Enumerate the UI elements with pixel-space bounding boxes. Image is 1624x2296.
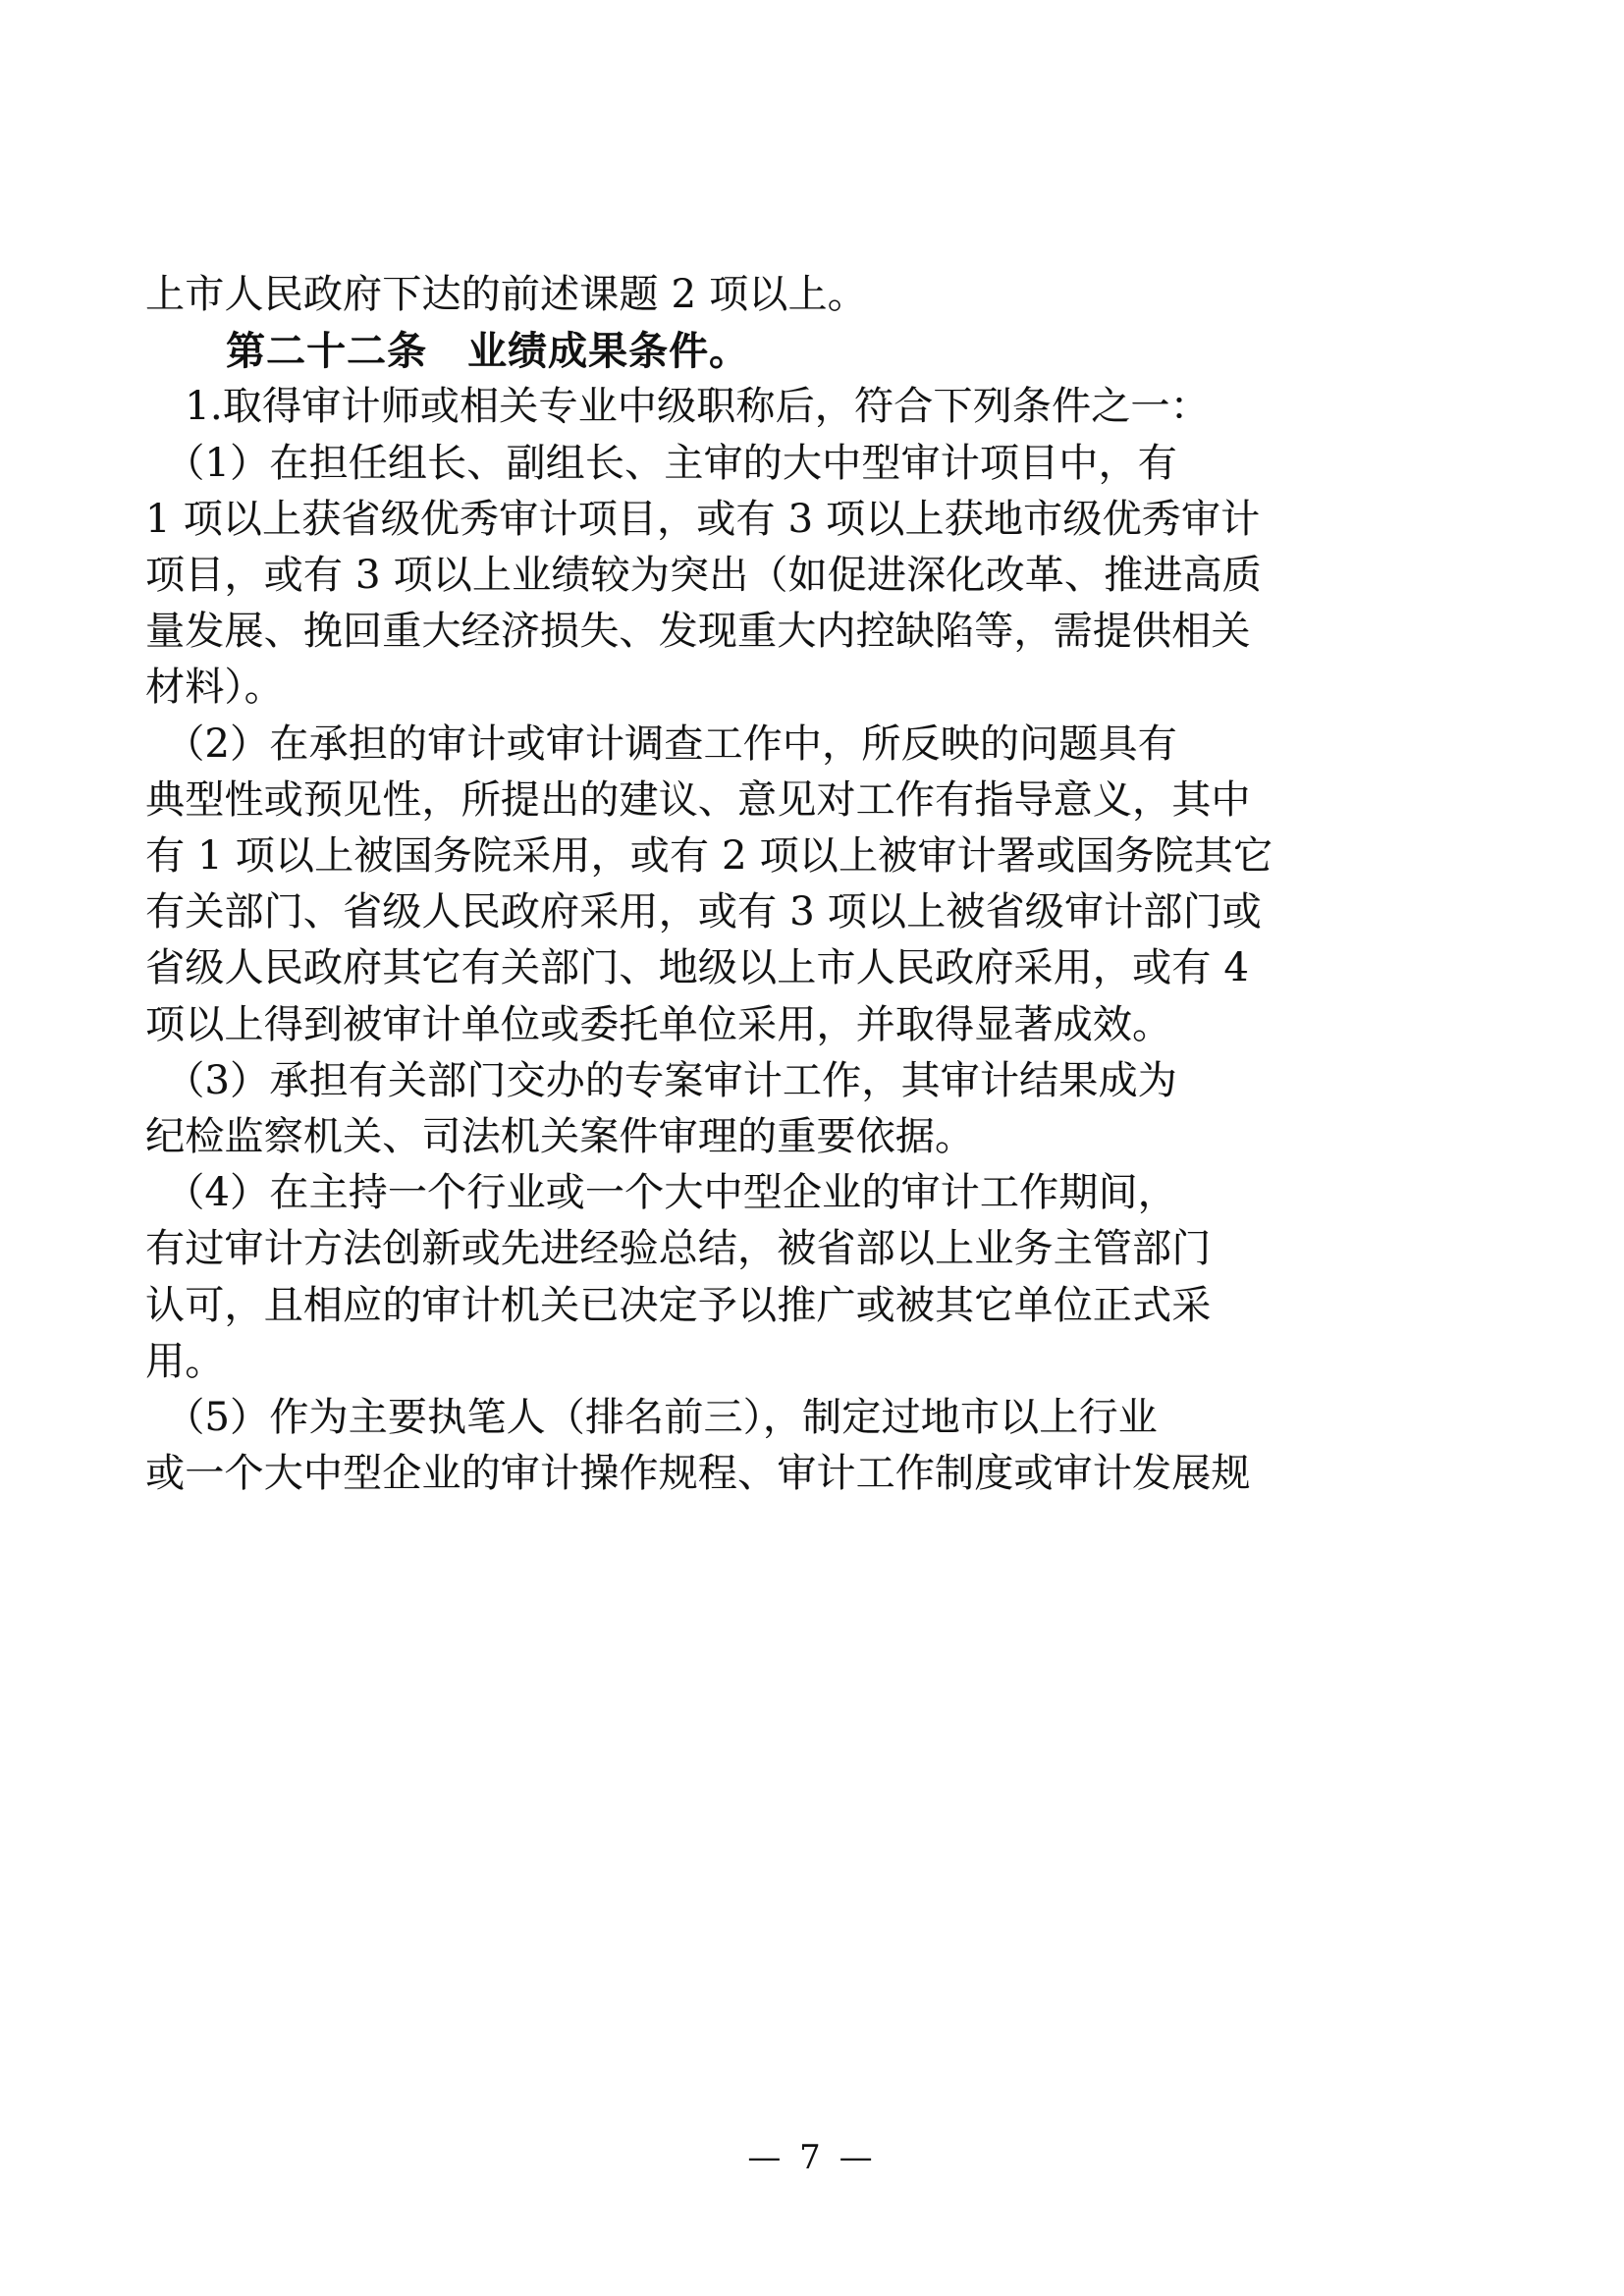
body-line: 或一个大中型企业的审计操作规程、审计工作制度或审计发展规 <box>145 1451 1251 1497</box>
body-line: （1）在担任组长、副组长、主审的大中型审计项目中，有 <box>145 440 1177 486</box>
body-line: 有 1 项以上被国务院采用，或有 2 项以上被审计署或国务院其它 <box>145 833 1273 880</box>
body-line: 量发展、挽回重大经济损失、发现重大内控缺陷等，需提供相关 <box>145 609 1251 655</box>
body-line: （2）在承担的审计或审计调查工作中，所反映的问题具有 <box>145 721 1177 767</box>
body-line: 有关部门、省级人民政府采用，或有 3 项以上被省级审计部门或 <box>145 889 1262 935</box>
document-body <box>145 267 1455 1502</box>
body-line: 1 项以上获省级优秀审计项目，或有 3 项以上获地市级优秀审计 <box>145 496 1261 542</box>
body-line: 有过审计方法创新或先进经验总结，被省部以上业务主管部门 <box>145 1226 1212 1272</box>
body-line: 上市人民政府下达的前述课题 2 项以上。 <box>145 272 867 317</box>
body-line: 省级人民政府其它有关部门、地级以上市人民政府采用，或有 4 <box>145 945 1249 991</box>
body-line: 第二十二条 业绩成果条件。 <box>145 328 749 375</box>
body-line: 1.取得审计师或相关专业中级职称后，符合下列条件之一： <box>145 384 1210 430</box>
page-number: — 7 — <box>747 2138 877 2177</box>
body-line: 用。 <box>145 1338 225 1384</box>
body-line: （5）作为主要执笔人（排名前三），制定过地市以上行业 <box>145 1395 1158 1441</box>
body-line: 认可，且相应的审计机关已决定予以推广或被其它单位正式采 <box>145 1282 1212 1328</box>
body-line: 纪检监察机关、司法机关案件审理的重要依据。 <box>145 1114 975 1160</box>
body-line: 材料）。 <box>145 665 284 711</box>
body-line: 项目，或有 3 项以上业绩较为突出（如促进深化改革、推进高质 <box>145 553 1262 599</box>
body-line: （3）承担有关部门交办的专案审计工作，其审计结果成为 <box>145 1057 1177 1103</box>
body-line: （4）在主持一个行业或一个大中型企业的审计工作期间， <box>145 1170 1177 1216</box>
body-line: 典型性或预见性，所提出的建议、意见对工作有指导意义，其中 <box>145 776 1251 823</box>
body-line: 项以上得到被审计单位或委托单位采用，并取得显著成效。 <box>145 1001 1172 1047</box>
